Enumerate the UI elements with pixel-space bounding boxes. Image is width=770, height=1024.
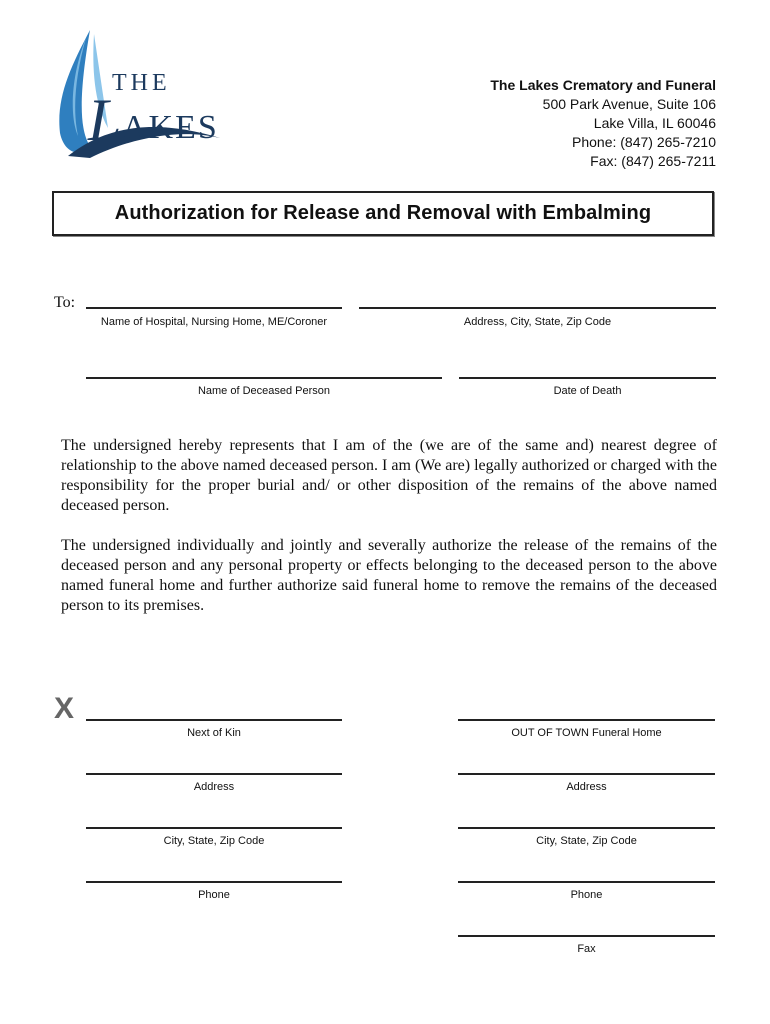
to-label: To:: [54, 294, 76, 311]
hospital-name-line[interactable]: [86, 307, 342, 309]
company-name: The Lakes Crematory and Funeral: [490, 77, 716, 93]
funeral-home-phone-line[interactable]: [458, 881, 715, 883]
hospital-address-caption: Address, City, State, Zip Code: [463, 316, 612, 328]
funeral-home-caption: OUT OF TOWN Funeral Home: [511, 727, 662, 739]
funeral-home-line[interactable]: [458, 719, 715, 721]
hospital-address-line[interactable]: [359, 307, 716, 309]
form-title-box: [52, 191, 714, 236]
funeral-home-city-caption: City, State, Zip Code: [536, 835, 637, 847]
company-phone: Phone: (847) 265-7210: [572, 134, 716, 150]
svg-text:L: L: [88, 87, 122, 153]
funeral-home-fax-line[interactable]: [458, 935, 715, 937]
company-fax: Fax: (847) 265-7211: [590, 153, 716, 169]
svg-text:AKES: AKES: [122, 109, 219, 146]
company-info: [490, 76, 716, 171]
signature-x-mark: X: [54, 692, 75, 725]
next-of-kin-caption: Next of Kin: [187, 727, 241, 739]
deceased-name-caption: Name of Deceased Person: [197, 385, 331, 397]
the-lakes-logo: [50, 28, 230, 168]
kin-address-line[interactable]: [86, 773, 342, 775]
next-of-kin-line[interactable]: [86, 719, 342, 721]
company-address-line2: Lake Villa, IL 60046: [593, 115, 716, 131]
hospital-name-caption: Name of Hospital, Nursing Home, ME/Coroner: [100, 316, 328, 328]
funeral-home-fax-caption: Fax: [577, 943, 596, 955]
deceased-name-line[interactable]: [86, 377, 442, 379]
kin-city-line[interactable]: [86, 827, 342, 829]
representation-paragraph: The undersigned hereby represents that I am of the (we are of the same and) nearest degree of relationship to the above named deceased person. I am (We are) legally authorized or charged with the responsibility for the proper burial and/ or other disposition of the remains of the above named deceased person.: [61, 437, 717, 514]
funeral-home-phone-caption: Phone: [570, 889, 603, 901]
svg-text:THE: THE: [112, 70, 171, 96]
kin-phone-caption: Phone: [198, 889, 230, 901]
company-address-line1: 500 Park Avenue, Suite 106: [542, 96, 716, 112]
kin-phone-line[interactable]: [86, 881, 342, 883]
funeral-home-address-line[interactable]: [458, 773, 715, 775]
authorization-paragraph: The undersigned individually and jointly and severally authorize the release of the remains of the deceased person and any personal property or effects belonging to the deceased person to the above named funeral home and further authorize said funeral home to remove the remains of the deceased person to its premises.: [61, 537, 717, 614]
date-of-death-line[interactable]: [459, 377, 716, 379]
funeral-home-city-line[interactable]: [458, 827, 715, 829]
form-title: Authorization for Release and Removal with Embalming: [114, 202, 652, 224]
kin-city-caption: City, State, Zip Code: [163, 835, 265, 847]
kin-address-caption: Address: [193, 781, 235, 793]
funeral-home-address-caption: Address: [566, 781, 607, 793]
date-of-death-caption: Date of Death: [553, 385, 622, 397]
